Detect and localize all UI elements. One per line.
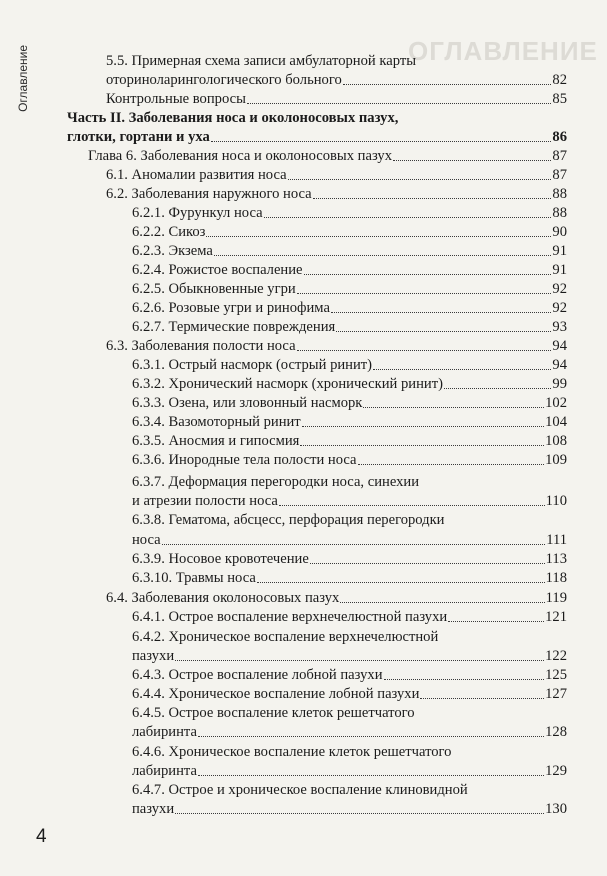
toc-entry-title: Контрольные вопросы <box>106 91 246 107</box>
toc-entry-page: 86 <box>552 129 567 145</box>
toc-entry-page: 108 <box>545 433 567 449</box>
dot-leader <box>297 349 552 351</box>
toc-entry <box>132 262 567 279</box>
toc-entry-page: 122 <box>545 648 567 664</box>
toc-entry-title: 6.4.3. Острое воспаление лобной пазухи <box>132 667 383 683</box>
dot-leader <box>257 581 545 583</box>
toc-entry <box>132 724 567 741</box>
dot-leader <box>340 601 544 603</box>
toc-entry-title: оториноларингологического больного <box>106 72 342 88</box>
toc-entry-title: 6.1. Аномалии развития носа <box>106 167 287 183</box>
toc-entry-page: 99 <box>552 376 567 392</box>
toc-entry <box>132 609 567 626</box>
toc-entry <box>132 474 567 491</box>
toc-entry-title: пазухи <box>132 648 175 664</box>
dot-leader <box>175 659 544 661</box>
page-number: 4 <box>36 826 47 847</box>
toc-entry <box>132 686 567 703</box>
toc-entry-page: 93 <box>552 319 567 335</box>
toc-entry <box>132 243 567 260</box>
dot-leader <box>420 697 544 699</box>
toc-entry <box>132 205 567 222</box>
toc-entry-title: пазухи <box>132 801 175 817</box>
dot-leader <box>363 406 544 408</box>
toc-entry <box>132 395 567 412</box>
dot-leader <box>343 83 552 85</box>
toc-entry <box>88 148 567 165</box>
toc-entry-page: 88 <box>552 186 567 202</box>
toc-entry <box>132 532 567 549</box>
toc-entry-title: 6.3.5. Аносмия и гипосмия <box>132 433 300 449</box>
toc-entry-page: 118 <box>545 570 567 586</box>
toc-entry-title: 5.5. Примерная схема записи амбулаторной карты <box>106 53 417 69</box>
toc-entry <box>132 452 567 469</box>
toc-entry <box>132 744 567 761</box>
toc-entry-title: Глава 6. Заболевания носа и околоносовых пазух <box>88 148 393 164</box>
toc-entry-page: 87 <box>552 167 567 183</box>
dot-leader <box>279 504 545 506</box>
toc-entry-page: 102 <box>545 395 567 411</box>
toc-entry <box>132 300 567 317</box>
toc-entry <box>132 551 567 568</box>
toc-entry-page: 111 <box>546 532 567 548</box>
toc-entry-title: лабиринта <box>132 724 197 740</box>
toc-entry-page: 104 <box>545 414 567 430</box>
toc-entry-page: 88 <box>552 205 567 221</box>
toc-entry-title: 6.2.6. Розовые угри и ринофима <box>132 300 330 316</box>
toc-entry <box>132 705 567 722</box>
toc-entry-page: 130 <box>545 801 567 817</box>
toc-entry <box>132 782 567 799</box>
toc-entry <box>132 667 567 684</box>
toc-entry-title: 6.3.3. Озена, или зловонный насморк <box>132 395 363 411</box>
toc-entry-title: носа <box>132 532 161 548</box>
dot-leader <box>393 159 551 161</box>
toc-entry <box>106 186 567 203</box>
toc-entry <box>106 338 567 355</box>
toc-entry <box>132 763 567 780</box>
toc-entry-title: 6.4.5. Острое воспаление клеток решетчатого <box>132 705 415 721</box>
toc-entry <box>132 376 567 393</box>
toc-entry-title: 6.4.1. Острое воспаление верхнечелюстной пазухи <box>132 609 448 625</box>
toc-entry-page: 91 <box>552 262 567 278</box>
toc-entry <box>106 72 567 89</box>
toc-entry-page: 94 <box>552 357 567 373</box>
toc-entry-title: 6.3.4. Вазомоторный ринит <box>132 414 301 430</box>
toc-entry <box>106 590 567 607</box>
dot-leader <box>247 102 552 104</box>
toc-entry-title: 6.2.1. Фурункул носа <box>132 205 263 221</box>
toc-entry <box>132 493 567 510</box>
toc-entry-title: 6.2.5. Обыкновенные угри <box>132 281 296 297</box>
toc-entry <box>67 110 567 127</box>
dot-leader <box>162 543 546 545</box>
toc-entry-page: 125 <box>545 667 567 683</box>
dot-leader <box>214 254 552 256</box>
toc-entry <box>132 629 567 646</box>
toc-entry-page: 94 <box>552 338 567 354</box>
dot-leader <box>384 678 545 680</box>
dot-leader <box>313 197 552 199</box>
dot-leader <box>358 463 545 465</box>
toc-entry-title: 6.2.7. Термические повреждения <box>132 319 336 335</box>
toc-entry-page: 90 <box>552 224 567 240</box>
toc-entry-title: 6.3. Заболевания полости носа <box>106 338 296 354</box>
toc-entry-title: 6.2.2. Сикоз <box>132 224 206 240</box>
toc-entry <box>132 319 567 336</box>
toc-entry-page: 91 <box>552 243 567 259</box>
dot-leader <box>336 330 551 332</box>
toc-entry-title: 6.3.2. Хронический насморк (хронический ринит) <box>132 376 443 392</box>
dot-leader <box>373 368 551 370</box>
toc-entry-page: 92 <box>552 281 567 297</box>
toc-entry <box>132 433 567 450</box>
toc-entry-page: 110 <box>545 493 567 509</box>
dot-leader <box>304 273 552 275</box>
toc-entry-title: 6.2. Заболевания наружного носа <box>106 186 312 202</box>
toc-entry <box>132 281 567 298</box>
toc-entry-title: глотки, гортани и уха <box>67 129 210 145</box>
toc-entry <box>132 357 567 374</box>
toc-entry <box>132 648 567 665</box>
toc-entry-title: 6.3.7. Деформация перегородки носа, синехии <box>132 474 420 490</box>
toc-entry-page: 129 <box>545 763 567 779</box>
toc-entry <box>106 91 567 108</box>
toc-entry-page: 109 <box>545 452 567 468</box>
toc-entry-title: 6.4.4. Хроническое воспаление лобной пазухи <box>132 686 420 702</box>
toc-entry <box>132 801 567 818</box>
bleed-through-heading: ОГЛАВЛЕНИЕ <box>408 36 598 66</box>
toc-entry-title: 6.4.6. Хроническое воспаление клеток решетчатого <box>132 744 452 760</box>
toc-entry <box>106 167 567 184</box>
toc-entry <box>106 53 567 70</box>
toc-entry-page: 92 <box>552 300 567 316</box>
toc-entry-title: 6.3.8. Гематома, абсцесс, перфорация перегородки <box>132 512 445 528</box>
toc-entry-page: 128 <box>545 724 567 740</box>
toc-entry-page: 121 <box>545 609 567 625</box>
toc-entry-title: 6.3.9. Носовое кровотечение <box>132 551 309 567</box>
dot-leader <box>288 178 552 180</box>
toc-entry <box>132 512 567 529</box>
dot-leader <box>211 140 552 142</box>
dot-leader <box>444 387 551 389</box>
toc-entry <box>132 570 567 587</box>
dot-leader <box>198 735 544 737</box>
toc-entry-page: 113 <box>545 551 567 567</box>
toc-entry <box>132 414 567 431</box>
toc-entry-title: 6.2.3. Экзема <box>132 243 213 259</box>
toc-entry-page: 87 <box>552 148 567 164</box>
toc-entry-title: 6.3.1. Острый насморк (острый ринит) <box>132 357 373 373</box>
dot-leader <box>175 812 544 814</box>
dot-leader <box>310 562 545 564</box>
toc-entry-title: 6.4. Заболевания околоносовых пазух <box>106 590 340 606</box>
toc-entry-page: 127 <box>545 686 567 702</box>
toc-entry-title: и атрезии полости носа <box>132 493 278 509</box>
dot-leader <box>302 425 544 427</box>
dot-leader <box>264 216 552 218</box>
dot-leader <box>448 620 544 622</box>
toc-entry-title: Часть II. Заболевания носа и околоносовых пазух, <box>67 110 399 126</box>
toc-entry-page: 82 <box>552 72 567 88</box>
toc-entry <box>132 224 567 241</box>
toc-entry-title: 6.2.4. Рожистое воспаление <box>132 262 303 278</box>
dot-leader <box>331 311 551 313</box>
dot-leader <box>300 444 544 446</box>
toc-entry-page: 85 <box>552 91 567 107</box>
section-side-label: Оглавление <box>16 45 30 112</box>
toc-entry-title: 6.3.10. Травмы носа <box>132 570 256 586</box>
dot-leader <box>297 292 552 294</box>
dot-leader <box>206 235 551 237</box>
toc-entry-page: 119 <box>545 590 567 606</box>
toc-entry-title: 6.4.7. Острое и хроническое воспаление клиновидной <box>132 782 468 798</box>
toc-entry <box>67 129 567 146</box>
toc-entry-title: лабиринта <box>132 763 197 779</box>
dot-leader <box>198 774 544 776</box>
toc-entry-title: 6.3.6. Инородные тела полости носа <box>132 452 357 468</box>
toc-entry-title: 6.4.2. Хроническое воспаление верхнечелюстной <box>132 629 439 645</box>
